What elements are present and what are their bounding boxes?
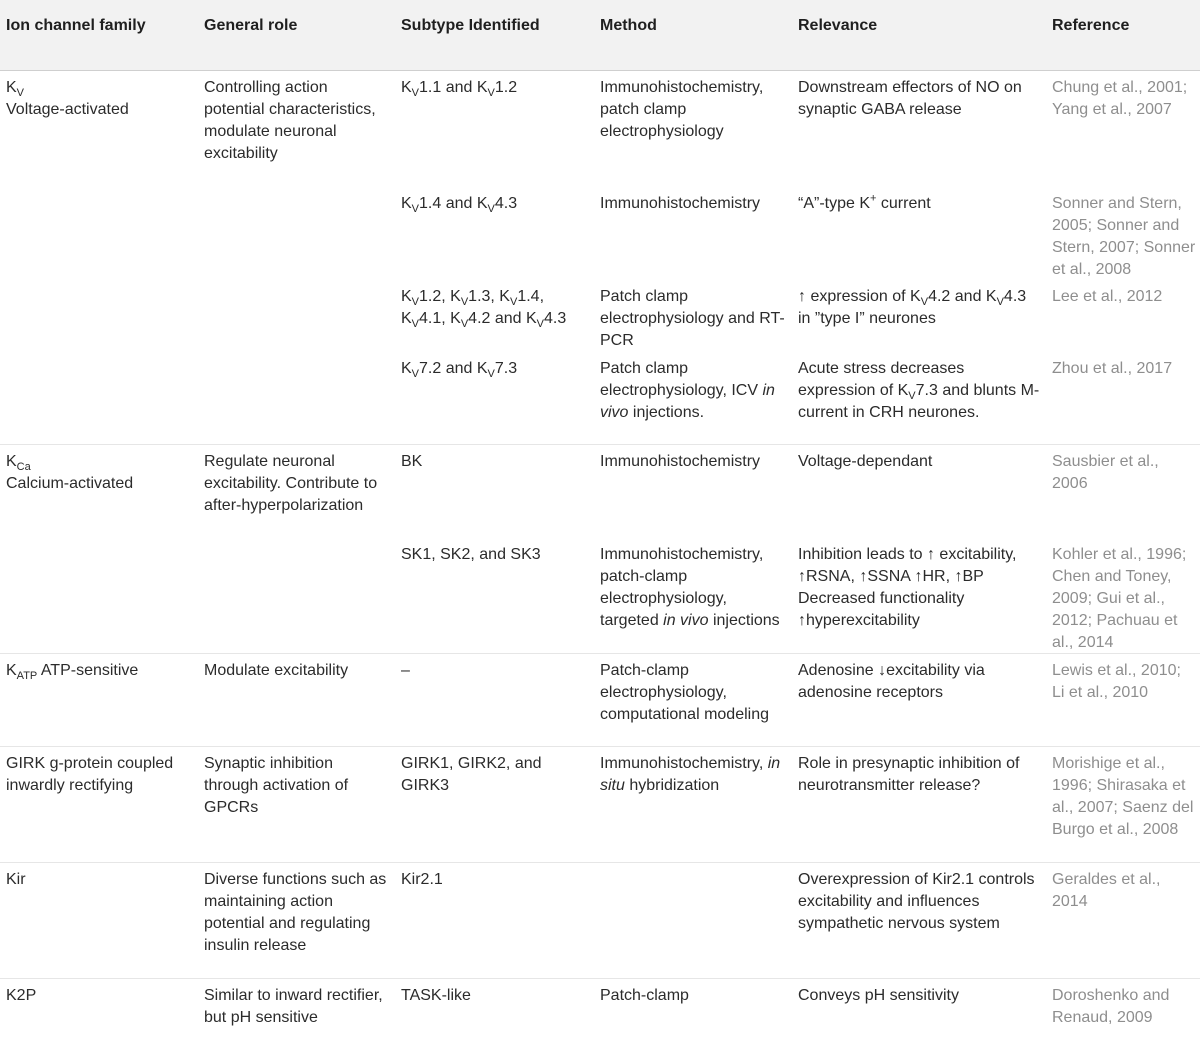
cell-method: Patch clamp electrophysiology, ICV in vivo injections. <box>600 360 775 421</box>
cell-method: Immunohistochemistry, patch-clamp electrophysiology, targeted in vivo injections <box>600 546 780 629</box>
cell-relevance: ↑ expression of $K_V4.2$ and $K_V4.3$ in ”type I” neurones <box>798 288 1027 327</box>
cell-subtype: TASK-like <box>401 987 471 1004</box>
cell-method: Patch clamp electrophysiology and RT-PCR <box>600 288 785 349</box>
cell-subtype: $K_V1.1$ and $K_V1.2$ <box>401 79 518 100</box>
cell-relevance: Adenosine ↓excitability via adenosine receptors <box>798 662 985 701</box>
cell-reference: Chung et al., 2001; Yang et al., 2007 <box>1052 79 1188 118</box>
cell-method: Patch-clamp <box>600 987 689 1004</box>
cell-subtype: $K_V1.4$ and $K_V4.3$ <box>401 195 518 216</box>
cell-subtype: – <box>401 662 410 679</box>
cell-reference: Morishige et al., 1996; Shirasaka et al., 2007; Saenz del Burgo et al., 2008 <box>1052 755 1194 838</box>
cell-method: Immunohistochemistry <box>600 195 761 212</box>
cell-relevance: Conveys pH sensitivity <box>798 987 959 1004</box>
cell-relevance: Inhibition leads to ↑ excitability, ↑RSNA, ↑SSNA ↑HR, ↑BP Decreased functionality ↑hyperexcitability <box>798 546 1017 629</box>
cell-method: Immunohistochemistry, in situ hybridization <box>600 755 781 794</box>
row-divider <box>0 862 1200 863</box>
cell-general-role: Diverse functions such as maintaining action potential and regulating insulin release <box>204 871 387 954</box>
cell-reference: Sonner and Stern, 2005; Sonner and Stern, 2007; Sonner et al., 2008 <box>1052 195 1196 278</box>
cell-relevance: Overexpression of Kir2.1 controls excitability and influences sympathetic nervous system <box>798 871 1035 932</box>
cell-relevance: Role in presynaptic inhibition of neurotransmitter release? <box>798 755 1020 794</box>
cell-reference: Kohler et al., 1996; Chen and Toney, 2009; Gui et al., 2012; Pachuau et al., 2014 <box>1052 546 1187 651</box>
cell-subtype: Kir2.1 <box>401 871 443 888</box>
header-method: Method <box>600 17 657 34</box>
cell-general-role: Modulate excitability <box>204 662 349 679</box>
cell-relevance: “A”-type K+ current <box>798 192 931 212</box>
cell-reference: Geraldes et al., 2014 <box>1052 871 1161 910</box>
cell-method: Immunohistochemistry, patch clamp electrophysiology <box>600 79 764 140</box>
cell-ion-channel-family: $K_V$ Voltage-activated <box>6 79 129 118</box>
cell-reference: Doroshenko and Renaud, 2009 <box>1052 987 1170 1026</box>
row-divider <box>0 978 1200 979</box>
row-divider <box>0 653 1200 654</box>
header-general-role: General role <box>204 17 298 34</box>
cell-subtype: $K_V1.2$, $K_V1.3$, $K_V1.4$, $K_V4.1$, $K_V4.2$ and $K_V4.3$ <box>401 288 567 331</box>
cell-ion-channel-family: $K_{ATP}$ ATP-sensitive <box>6 662 139 683</box>
cell-reference: Lee et al., 2012 <box>1052 288 1163 305</box>
cell-general-role: Similar to inward rectifier, but pH sensitive <box>204 987 383 1026</box>
cell-method: Patch-clamp electrophysiology, computational modeling <box>600 662 769 723</box>
cell-subtype: GIRK1, GIRK2, and GIRK3 <box>401 755 542 794</box>
cell-ion-channel-family: GIRK g-protein coupled inwardly rectifying <box>6 755 174 794</box>
cell-relevance: Voltage-dependant <box>798 453 933 470</box>
cell-subtype: BK <box>401 453 423 470</box>
cell-general-role: Controlling action potential characteristics, modulate neuronal excitability <box>204 79 376 162</box>
header-relevance: Relevance <box>798 17 878 34</box>
cell-reference: Sausbier et al., 2006 <box>1052 453 1159 492</box>
header-reference: Reference <box>1052 17 1130 34</box>
cell-reference: Zhou et al., 2017 <box>1052 360 1173 377</box>
cell-ion-channel-family: Kir <box>6 871 26 888</box>
cell-method: Immunohistochemistry <box>600 453 761 470</box>
cell-subtype: SK1, SK2, and SK3 <box>401 546 541 563</box>
cell-general-role: Synaptic inhibition through activation of GPCRs <box>204 755 349 816</box>
row-divider <box>0 444 1200 445</box>
cell-ion-channel-family: K2P <box>6 987 37 1004</box>
cell-reference: Lewis et al., 2010; Li et al., 2010 <box>1052 662 1181 701</box>
table-header <box>0 0 1200 71</box>
cell-general-role: Regulate neuronal excitability. Contribute to after-hyperpolarization <box>204 453 378 514</box>
header-subtype-identified: Subtype Identified <box>401 17 540 34</box>
cell-ion-channel-family: $K_{Ca}$ Calcium-activated <box>6 453 134 492</box>
cell-relevance: Downstream effectors of NO on synaptic GABA release <box>798 79 1022 118</box>
row-divider <box>0 746 1200 747</box>
cell-subtype: $K_V7.2$ and $K_V7.3$ <box>401 360 518 381</box>
header-ion-channel-family: Ion channel family <box>6 17 146 34</box>
cell-relevance: Acute stress decreases expression of $K_V7.3$ and blunts M-current in CRH neurones. <box>798 360 1040 421</box>
